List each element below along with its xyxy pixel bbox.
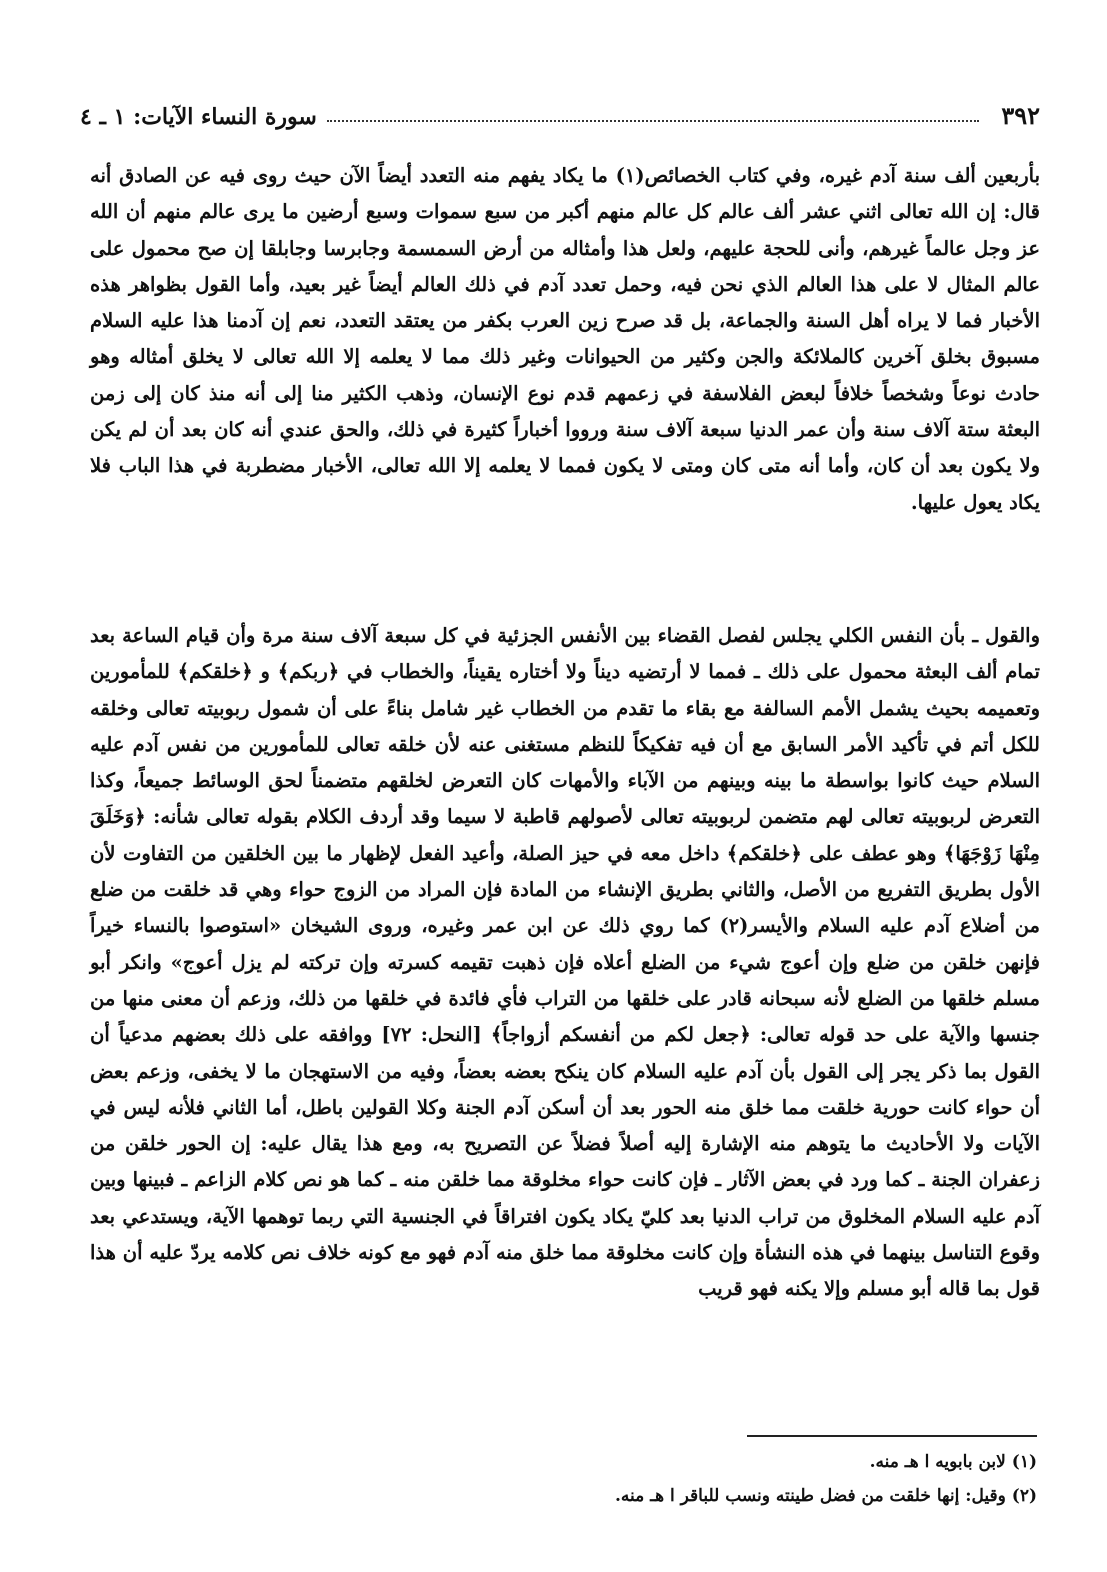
footnote-1: (١) لابن بابويه ا هـ منه. bbox=[869, 1452, 1037, 1472]
footnote-separator bbox=[747, 1435, 1037, 1437]
paragraph-1: بأربعين ألف سنة آدم غيره، وفي كتاب الخصائص(١) ما يكاد يفهم منه التعدد أيضاً الآن حيث روى فيه عن الصادق أنه قال: إن الله تعالى اثني عشر ألف عالم كل عالم منهم أكبر من سبع سموات وسبع أرضين ما يرى عالم منهم أن الله عز وجل عالماً غيرهم، وأنى للحجة عليهم، ولعل هذا وأمثاله من أرض السمسمة وجابرسا وجابلقا إن صح محمول على عالم المثال لا على هذا العالم الذي نحن فيه، وحمل تعدد آدم في ذلك العالم أيضاً غير بعيد، وأما القول بظواهر هذه الأخبار فما لا يراه أهل السنة والجماعة، بل قد صرح زين العرب بكفر من يعتقد التعدد، نعم إن آدمنا هذا عليه السلام مسبوق بخلق آخرين كالملائكة والجن وكثير من الحيوانات وغير ذلك مما لا يعلمه إلا الله تعالى لا يخلق أمثاله وهو حادث نوعاً وشخصاً خلافاً لبعض الفلاسفة في زعمهم قدم نوع الإنسان، وذهب الكثير منا إلى أنه منذ كان إلى زمن البعثة ستة آلاف سنة وأن عمر الدنيا سبعة آلاف سنة ورووا أخباراً كثيرة في ذلك، والحق عندي أنه كان بعد أن لم يكن ولا يكون بعد أن كان، وأما أنه متى كان ومتى لا يكون فمما لا يعلمه إلا الله تعالى، الأخبار مضطربة في هذا الباب فلا يكاد يعول عليها. bbox=[90, 164, 1040, 514]
running-header bbox=[80, 90, 1040, 130]
paragraph-2: والقول ـ بأن النفس الكلي يجلس لفصل القضاء بين الأنفس الجزئية في كل سبعة آلاف سنة مرة وأن قيام الساعة بعد تمام ألف البعثة محمول على ذلك ـ فمما لا أرتضيه ديناً ولا أختاره يقيناً، والخطاب في ﴿ربكم﴾ و ﴿خلقكم﴾ للمأمورين وتعميمه بحيث يشمل الأمم السالفة مع بقاء ما تقدم من الخطاب غير شامل بناءً على أن شمول ربوبيته تعالى وخلقه للكل أتم في تأكيد الأمر السابق مع أن فيه تفكيكاً للنظم مستغنى عنه لأن خلقه تعالى للمأمورين من نفس آدم عليه السلام حيث كانوا بواسطة ما بينه وبينهم من الآباء والأمهات كان التعرض لخلقهم متضمناً لحق الوسائط جميعاً، وكذا التعرض لربوبيته تعالى لهم متضمن لربوبيته تعالى لأصولهم قاطبة لا سيما وقد أردف الكلام بقوله تعالى شأنه: ﴿وَخَلَقَ مِنْهَا زَوْجَهَا﴾ وهو عطف على ﴿خلقكم﴾ داخل معه في حيز الصلة، وأعيد الفعل لإظهار ما بين الخلقين من التفاوت لأن الأول بطريق التفريع من الأصل، والثاني بطريق الإنشاء من المادة فإن المراد من الزوج حواء وهي قد خلقت من ضلع من أضلاع آدم عليه السلام والأيسر(٢) كما روي ذلك عن ابن عمر وغيره، وروى الشيخان «استوصوا بالنساء خيراً فإنهن خلقن من ضلع وإن أعوج شيء من الضلع أعلاه فإن ذهبت تقيمه كسرته وإن تركته لم يزل أعوج» وانكر أبو مسلم خلقها من الضلع لأنه سبحانه قادر على خلقها من التراب فأي فائدة في خلقها من ذلك، وزعم أن معنى منها من جنسها والآية على حد قوله تعالى: ﴿جعل لكم من أنفسكم أزواجاً﴾ [النحل: ٧٢] ووافقه على ذلك بعضهم مدعياً أن القول بما ذكر يجر إلى القول بأن آدم عليه السلام كان ينكح بعضه بعضاً، وفيه من الاستهجان ما لا يخفى، وزعم بعض أن حواء كانت حورية خلقت مما خلق منه الحور بعد أن أسكن آدم الجنة وكلا القولين باطل، أما الثاني فلأنه ليس في الآيات ولا الأحاديث ما يتوهم منه الإشارة إليه أصلاً فضلاً عن التصريح به، ومع هذا يقال عليه: إن الحور خلقن من زعفران الجنة ـ كما ورد في بعض الآثار ـ فإن كانت حواء مخلوقة مما خلقن منه ـ كما هو نص كلام الزاعم ـ فبينها وبين آدم عليه السلام المخلوق من تراب الدنيا بعد كليّ يكاد يكون افتراقاً في الجنسية التي ربما توهمها الآية، ويستدعي بعد وقوع التناسل بينهما في هذه النشأة وإن كانت مخلوقة مما خلق منه آدم فهو مع كونه خلاف نص كلامه يردّ عليه أن هذا قول بما قاله أبو مسلم وإلا يكنه فهو قريب bbox=[90, 624, 1040, 1301]
footnotes bbox=[337, 1445, 1037, 1513]
running-title: سورة النساء الآيات: ١ ـ ٤ bbox=[80, 104, 317, 130]
header-dot-leader bbox=[327, 120, 980, 122]
page-number: ٣٩٢ bbox=[1001, 101, 1040, 130]
footnote-2: (٢) وقيل: إنها خلقت من فضل طينته ونسب للباقر ا هـ منه. bbox=[614, 1486, 1037, 1506]
